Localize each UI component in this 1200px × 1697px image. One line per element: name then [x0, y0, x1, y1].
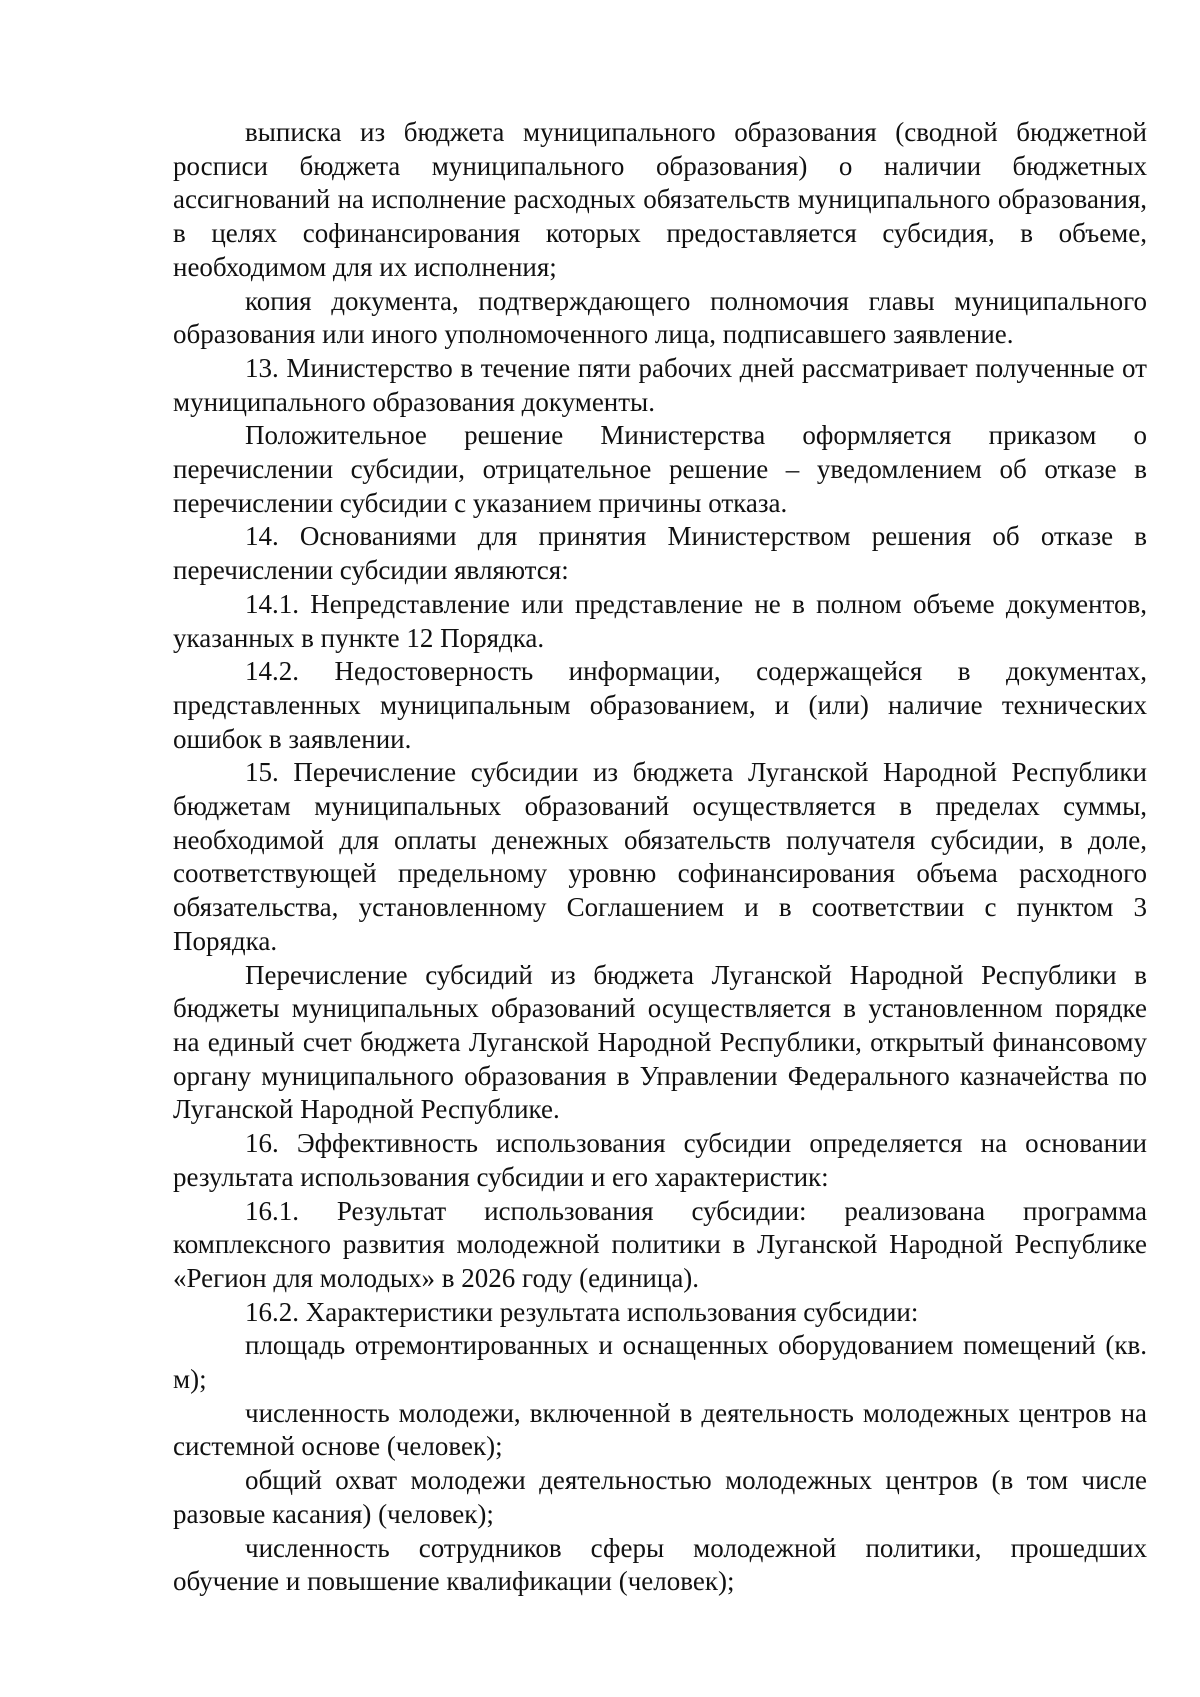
paragraph-clause-14-2: 14.2. Недостоверность информации, содержащейся в документах, представленных муниципальным образованием, и (или) наличие технических ошибок в заявлении.: [173, 656, 1147, 754]
paragraph-clause-13: 13. Министерство в течение пяти рабочих дней рассматривает полученные от муниципального образования документы.: [173, 352, 1147, 417]
paragraph-clause-14: 14. Основаниями для принятия Министерством решения об отказе в перечислении субсидии являются:: [173, 521, 1147, 586]
paragraph-transfer: Перечисление субсидий из бюджета Луганской Народной Республики в бюджеты муниципальных образований осуществляется в установленном порядке на единый счет бюджета Луганской Народной Республики, открытый финансовому органу муниципального образования в Управлении Федерального казначейства по Луганской Народной Республике.: [173, 959, 1147, 1125]
paragraph-decision: Положительное решение Министерства оформляется приказом о перечислении субсидии, отрицательное решение – уведомлением об отказе в перечислении субсидии с указанием причины отказа.: [173, 420, 1147, 518]
paragraph-staff-training: численность сотрудников сферы молодежной политики, прошедших обучение и повышение квалификации (человек);: [173, 1532, 1147, 1597]
paragraph-youth-count: численность молодежи, включенной в деятельность молодежных центров на системной основе (человек);: [173, 1397, 1147, 1462]
paragraph-authority-copy: копия документа, подтверждающего полномочия главы муниципального образования или иного уполномоченного лица, подписавшего заявление.: [173, 285, 1147, 350]
paragraph-budget-extract: выписка из бюджета муниципального образования (сводной бюджетной росписи бюджета муниципального образования) о наличии бюджетных ассигнований на исполнение расходных обязательств муниципального образования, в целях софинансирования которых предоставляется субсидия, в объеме, необходимом для их исполнения;: [173, 117, 1147, 282]
paragraph-clause-16-2: 16.2. Характеристики результата использования субсидии:: [245, 1296, 919, 1327]
paragraph-area: площадь отремонтированных и оснащенных оборудованием помещений (кв. м);: [173, 1330, 1147, 1395]
paragraph-clause-15: 15. Перечисление субсидии из бюджета Луганской Народной Республики бюджетам муниципальных образований осуществляется в пределах суммы, необходимой для оплаты денежных обязательств получателя субсидии, в доле, соответствующей предельному уровню софинансирования объема расходного обязательства, установленному Соглашением и в соответствии с пунктом 3 Порядка.: [173, 757, 1147, 956]
paragraph-clause-16: 16. Эффективность использования субсидии определяется на основании результата использования субсидии и его характеристик:: [173, 1128, 1147, 1192]
paragraph-youth-coverage: общий охват молодежи деятельностью молодежных центров (в том числе разовые касания) (человек);: [173, 1465, 1147, 1529]
paragraph-clause-16-1: 16.1. Результат использования субсидии: реализована программа комплексного развития молодежной политики в Луганской Народной Республике «Регион для молодых» в 2026 году (единица).: [173, 1195, 1147, 1293]
paragraph-clause-14-1: 14.1. Непредставление или представление не в полном объеме документов, указанных в пункте 12 Порядка.: [173, 588, 1147, 653]
document-page: [173, 116, 1147, 1599]
